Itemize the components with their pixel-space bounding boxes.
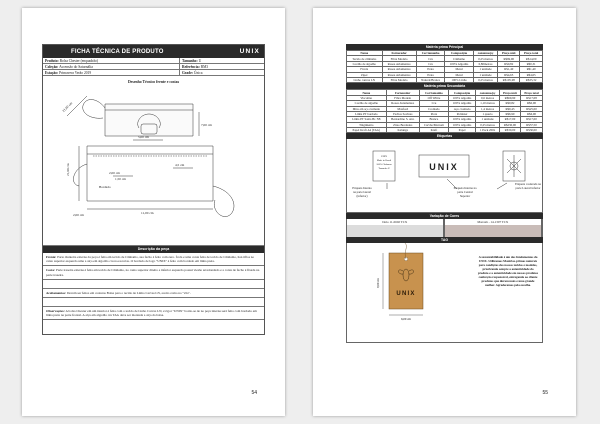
- desc-frente: Frente: Parte dianteira externa da peça é feita em tecido de Cânhamo, sua fecho é feito com zero. Ícola e uma conta feita de tecido de Cânhamo, han tiflos no canto superior esquerdo uma a alça em algodão cru no.recortas. O bordado de logo "UNIX" é feito com bordado em linha preta.: [43, 253, 264, 266]
- tag-text: A sustentabilidade é um dos fundamentos da UNIX. Utilizamos Matérias-primas naturais para condições dos nossos tecidos e modelos, priorizando sempre a autenticidade do produto e a autenticidade em nossos produtos confecção responsável, entregando ao cliente produtos que duram mais e uma grande melhor. Agradecemos pela escolha.: [477, 255, 539, 288]
- table-cell: 0,80metros: [473, 61, 498, 66]
- desc-acabamentos: Acabamentos: Devem ser feitos em costuras Bolsa para o tecido de Linho Carvas LN, aceito como no "vão".: [43, 289, 264, 298]
- table-cell: R$0,90: [521, 101, 543, 106]
- t2-header-3: Composição: [448, 90, 475, 95]
- t1-header-1: Fornecedor: [382, 51, 416, 56]
- dim-f: 11,00 cm: [141, 211, 154, 215]
- etq-label-right: Etiqueta costurada na parte Lateral inferior: [515, 182, 541, 191]
- table-cell: Prata: [416, 67, 445, 72]
- table-cell: Maxford: [386, 106, 419, 111]
- table-cell: Cru: [416, 61, 445, 66]
- table-cell: Metal: [445, 67, 473, 72]
- table-cell: Linha PT Santa Br. N8: [347, 117, 387, 122]
- table-cell: R$0,82: [498, 61, 520, 66]
- materials-sheet: [346, 44, 543, 343]
- sheet-title-bar: [43, 45, 264, 58]
- table-cell: 1 quarto: [476, 111, 500, 116]
- etq-small-1: UNIX: [381, 155, 387, 159]
- dim-d: 1,50 cm: [115, 177, 126, 181]
- table-cell: Ilhós em aço cromado: [347, 106, 387, 111]
- t2-header-2: Cor/tamanho: [419, 90, 448, 95]
- table-cell: Fibra Modelo: [386, 95, 419, 100]
- materials-secondary-table: [346, 89, 543, 133]
- table-row: [347, 128, 543, 133]
- info-grade: Grade: Única: [180, 70, 264, 76]
- table-cell: R$105,98: [498, 77, 520, 82]
- table-cell: Rosea Aviamentos: [382, 61, 416, 66]
- etq-small-3: 100% Cânhamo: [376, 163, 392, 167]
- desc-observacoes: Observações: A bolsa Chester em um interior é feita com o tecido de Linho Carvas LN, é rigor "UNIX" bordo-se de no peça interna será feito com bordado em linha preta na parte frontal. A alça em algodão cru TAG deve ser montada a alça da bolsa.: [43, 307, 264, 320]
- technical-drawing: [43, 76, 264, 246]
- table-cell: 100% Algodão: [448, 101, 475, 106]
- table-cell: Branca: [419, 117, 448, 122]
- t2-title: Matéria prima Secundária: [346, 83, 543, 89]
- table-cell: 1 unidade: [473, 72, 498, 77]
- labels-section: [346, 139, 543, 213]
- table-cell: R$17,00: [521, 117, 543, 122]
- table-cell: 100% Algodão: [445, 61, 473, 66]
- page-left: [22, 8, 285, 416]
- table-cell: R$6,90: [521, 111, 543, 116]
- table-cell: 100% Algodão: [448, 122, 475, 127]
- dim-e: 4,5 cm: [175, 163, 185, 167]
- table-cell: 100% Algodão: [448, 117, 475, 122]
- table-cell: 0,25 metros: [473, 56, 498, 61]
- table-cell: R$1,40: [520, 67, 543, 72]
- table-cell: Preta: [419, 111, 448, 116]
- table-cell: Cromado: [419, 106, 448, 111]
- table-cell: Natural/Branca: [416, 77, 445, 82]
- dim-a: 21,00 cm: [61, 101, 74, 113]
- page-number-right: 55: [542, 390, 548, 396]
- table-cell: R$0,82: [499, 101, 520, 106]
- brand-logo: UNIX: [239, 48, 260, 55]
- table-cell: Fechos Sovinas: [386, 111, 419, 116]
- table-cell: Papel Kraft A4 (TAG): [347, 128, 387, 133]
- tag-dim-h: 9,00 cm: [376, 278, 380, 289]
- t2-header-1: Fornecedor: [386, 90, 419, 95]
- info-referencia: Referência: BM3: [180, 64, 264, 70]
- desc-title: Descrição da peça: [43, 246, 264, 253]
- t1-header-2: Cor/tamanho: [416, 51, 445, 56]
- table-cell: Fivela: [347, 67, 383, 72]
- table-cell: Bernardino S. Ant.: [386, 117, 419, 122]
- table-cell: Rosea Aviamentos: [386, 101, 419, 106]
- description: [43, 253, 264, 334]
- t1-header-0: Nome: [347, 51, 383, 56]
- dim-b: 5,00 cm: [138, 135, 149, 139]
- table-cell: Tecido de cânhamo: [347, 56, 383, 61]
- table-cell: 100% Linho: [445, 77, 473, 82]
- table-cell: Linho canvas LN: [347, 77, 383, 82]
- t1-title: Matéria prima Principal: [346, 44, 543, 50]
- dim-h: 7,00 cm: [201, 123, 212, 127]
- tech-sheet: [42, 44, 265, 335]
- table-cell: Cânhamo: [445, 56, 473, 61]
- table-cell: R$0,43: [499, 106, 520, 111]
- t2-header-0: Nome: [347, 90, 387, 95]
- etq-label-left: Etiqueta Interna na parte lateral (inferior): [352, 186, 372, 199]
- color-2: Marrom - 14-1307 TCX: [445, 219, 543, 237]
- table-cell: 1 unidade: [476, 117, 500, 122]
- table-cell: R$4,65: [498, 72, 520, 77]
- dim-i: 21,00 cm: [66, 163, 70, 176]
- table-cell: Cordão de algodão: [347, 101, 387, 106]
- table-cell: R$1,40: [498, 67, 520, 72]
- info-colecao: Coleção: Ascensão do Saturnália: [43, 64, 180, 70]
- table-cell: 0,25 metros: [473, 77, 498, 82]
- materials-main-table: [346, 50, 543, 83]
- table-cell: R$6,90: [499, 111, 520, 116]
- table-cell: R$0,31: [520, 61, 543, 66]
- table-cell: R$25,00: [521, 106, 543, 111]
- t1-header-6: Preço total: [520, 51, 543, 56]
- colors-title: Variação de Cores: [346, 213, 543, 219]
- table-cell: 1,4 metros: [476, 106, 500, 111]
- table-cell: R$69,90: [498, 56, 520, 61]
- table-cell: Off White: [419, 95, 448, 100]
- t2-header-6: Preço total: [521, 90, 543, 95]
- etq-label-center: Etiqueta Interna na parte Central Superior: [453, 186, 477, 199]
- etq-small-4: Tamanho U: [378, 167, 390, 171]
- table-cell: R$30,00: [499, 128, 520, 133]
- table-cell: Cru: [419, 101, 448, 106]
- tag-title: TAG: [346, 237, 543, 243]
- t1-header-3: Composição: [445, 51, 473, 56]
- color-variations: [346, 219, 543, 237]
- table-cell: Zitao Bordados: [386, 122, 419, 127]
- page-right: [313, 8, 576, 416]
- etq-title: Etiquetas: [346, 133, 543, 139]
- info-estacao: Estação: Primavera Verão 2019: [43, 70, 180, 76]
- table-cell: Linha PT bordado: [347, 111, 387, 116]
- table-cell: Kalunga: [386, 128, 419, 133]
- t1-header-4: consumo/pç: [473, 51, 498, 56]
- table-cell: R$17,08: [521, 95, 543, 100]
- table-cell: R$57,50: [521, 122, 543, 127]
- table-cell: R$35,32: [520, 77, 543, 82]
- table-cell: Carvão/Marrom: [419, 122, 448, 127]
- table-cell: Fibra Modelo: [382, 77, 416, 82]
- dim-g: 2,00 cm: [73, 213, 84, 217]
- table-cell: Tingimento: [347, 122, 387, 127]
- table-cell: Kraft: [419, 128, 448, 133]
- page-number: 54: [251, 390, 257, 396]
- table-cell: Rosea Aviamentos: [382, 67, 416, 72]
- info-produto: Produto: Bolsa Chester (enquadrão): [43, 58, 180, 64]
- table-cell: Cru: [416, 56, 445, 61]
- dim-c: 2,00 cm: [109, 171, 120, 175]
- table-cell: 0,25 metros: [476, 122, 500, 127]
- tag-brand: UNIX: [396, 291, 416, 298]
- desc-costa: Costa: Parte traseira externa é feita em tecido de Cânhamo, no canto superior direito e inferior esquerdo possui viesão arredondado e a conta de fecho é fixada na parte traseira.: [43, 266, 264, 279]
- table-cell: Viscolino: [347, 95, 387, 100]
- table-cell: R$17,00: [499, 117, 520, 122]
- t1-header-5: Preço unit: [498, 51, 520, 56]
- table-cell: Rosea Aviamentos: [382, 72, 416, 77]
- color-1: Dolo 11-0602 TCX: [347, 219, 445, 237]
- t2-header-5: Preço unit: [499, 90, 520, 95]
- table-cell: R$14,00: [520, 56, 543, 61]
- drawing-caption: Desenho Técnico frente e costas: [127, 80, 180, 84]
- table-cell: Zíper: [347, 72, 383, 77]
- bag-drawing: [43, 76, 266, 246]
- bordado-label: Bordado: [99, 185, 111, 189]
- table-cell: R$69,90: [499, 95, 520, 100]
- etq-small-2: Made in Brazil: [376, 159, 392, 163]
- table-cell: 0,6 metros: [476, 95, 500, 100]
- table-cell: 1,10 metros: [476, 101, 500, 106]
- table-cell: R$230,00: [499, 122, 520, 127]
- table-cell: 100% Algodão: [448, 95, 475, 100]
- table-cell: R$4,65: [520, 72, 543, 77]
- table-cell: Poliéster: [448, 111, 475, 116]
- tag-dim-w: 6,00 cm: [401, 317, 411, 322]
- table-row: [347, 77, 543, 82]
- info-tamanho: Tamanho: U: [180, 58, 264, 64]
- t2-header-4: consumo/pç: [476, 90, 500, 95]
- table-cell: R$30,00: [521, 128, 543, 133]
- table-cell: Cordão de algodão: [347, 61, 383, 66]
- table-cell: Fibra Modelo: [382, 56, 416, 61]
- tag-section: [346, 243, 543, 343]
- sheet-title: FICHA TÉCNICA DE PRODUTO: [71, 48, 164, 55]
- table-cell: Papel: [448, 128, 475, 133]
- product-info: [43, 58, 264, 76]
- table-cell: 1 Pack 200x: [476, 128, 500, 133]
- table-cell: Prata: [416, 72, 445, 77]
- table-cell: Metal: [445, 72, 473, 77]
- table-cell: 1 unidade: [473, 67, 498, 72]
- etq-brand: UNIX: [429, 162, 459, 173]
- table-cell: Aço cromado: [448, 106, 475, 111]
